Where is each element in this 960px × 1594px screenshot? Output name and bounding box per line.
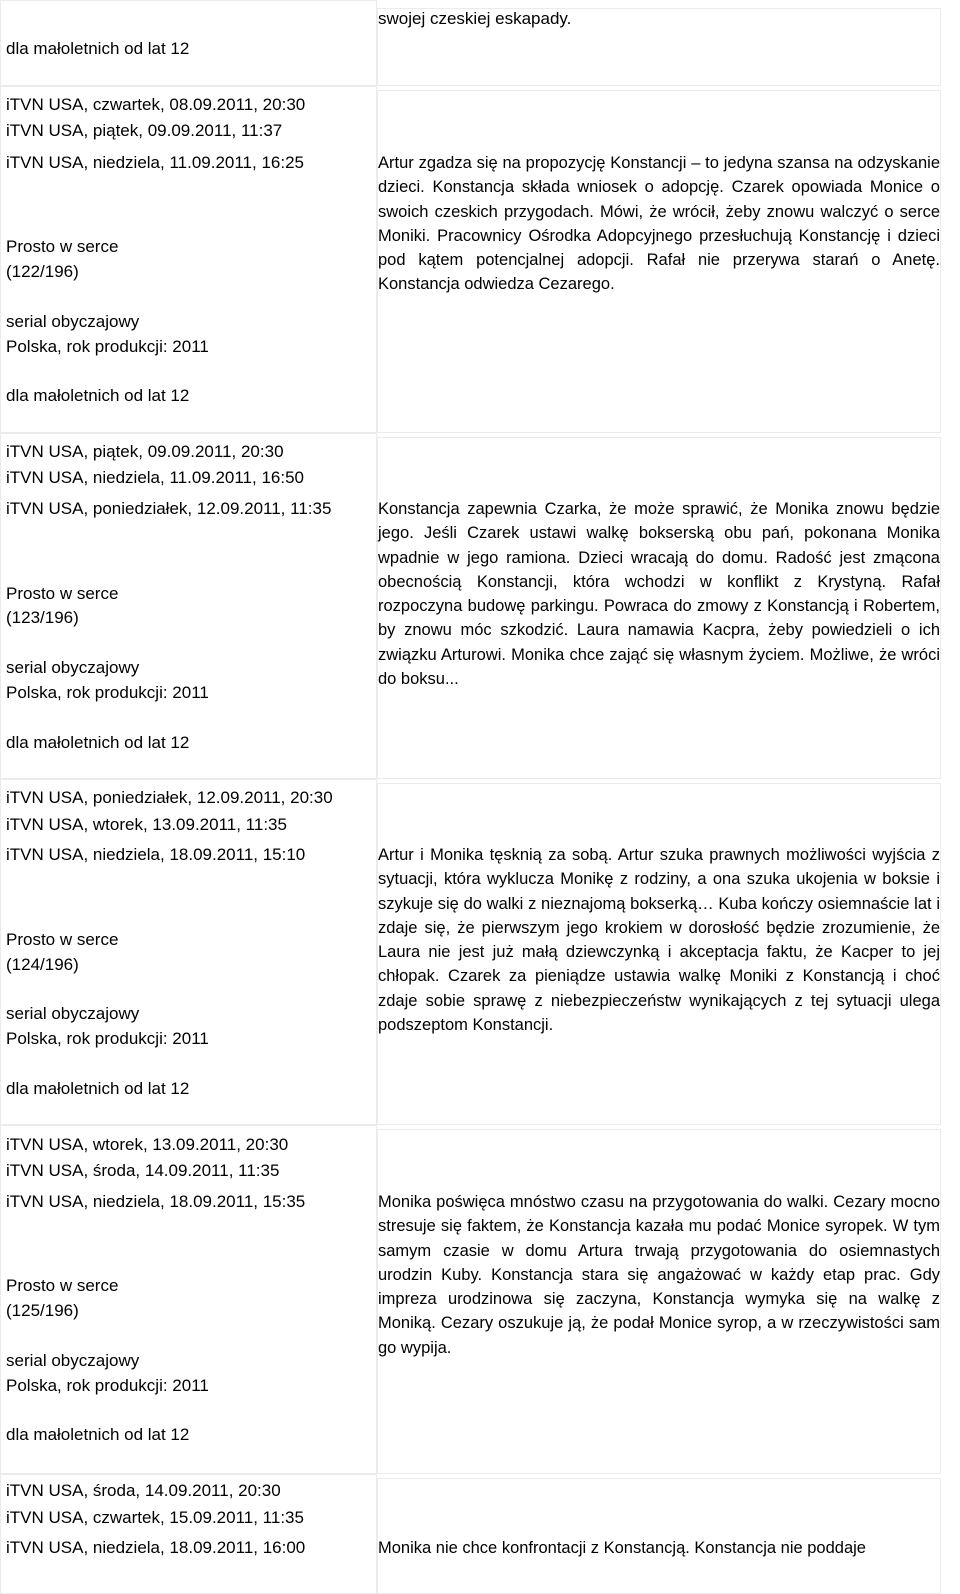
program-title: Prosto w serce	[6, 584, 119, 603]
airing-time: iTVN USA, niedziela, 18.09.2011, 15:35	[6, 1192, 306, 1211]
genre: serial obyczajowy	[6, 658, 140, 677]
age-rating: dla małoletnich od lat 12	[6, 733, 190, 752]
production-info: Polska, rok produkcji: 2011	[6, 1029, 209, 1048]
production-info: Polska, rok produkcji: 2011	[6, 337, 209, 356]
episode-number: (122/196)	[6, 262, 79, 281]
age-rating: dla małoletnich od lat 12	[6, 386, 190, 405]
airing-time: iTVN USA, czwartek, 15.09.2011, 11:35	[6, 1508, 304, 1527]
genre: serial obyczajowy	[6, 312, 140, 331]
airing-time: iTVN USA, poniedziałek, 12.09.2011, 11:35	[6, 499, 332, 518]
age-rating: dla małoletnich od lat 12	[6, 1425, 190, 1444]
airing-time: iTVN USA, niedziela, 18.09.2011, 15:10	[6, 845, 306, 864]
episode-number: (125/196)	[6, 1301, 79, 1320]
episode-description: Artur zgadza się na propozycję Konstancji – to jedyna szansa na odzyskanie dzieci. Konstancja składa wniosek o adopcję. Czarek opowiada Monice o swoich czeskich przygodach. Mówi, że wrócił, żeby znowu walczyć o serce Moniki. Pracownicy Ośrodka Adopcyjnego przesłuchują Konstancję i dzieci pod kątem potencjalnej adopcji. Rafał nie przerywa starań o Anetę. Konstancja odwiedza Cezarego.	[378, 154, 940, 294]
airing-time: iTVN USA, niedziela, 18.09.2011, 16:00	[6, 1538, 306, 1557]
episode-number: (124/196)	[6, 955, 79, 974]
airing-time: iTVN USA, wtorek, 13.09.2011, 11:35	[6, 815, 287, 834]
airing-time: iTVN USA, wtorek, 13.09.2011, 20:30	[6, 1135, 289, 1154]
age-rating: dla małoletnich od lat 12	[6, 39, 190, 58]
airing-time: iTVN USA, piątek, 09.09.2011, 20:30	[6, 442, 284, 461]
episode-description: Artur i Monika tęsknią za sobą. Artur szuka prawnych możliwości wyjścia z sytuacji, która wyklucza Monikę z rodziny, a ona szuka ukojenia w boksie i szykuje się do walki z nieznajomą bokserką… Kuba kończy osiemnaście lat i zdaje się, że pierwszym jego krokiem w dorosłość będzie zrozumienie, że Laura nie jest już małą dziewczynką i akceptacja faktu, że Kacper to jej chłopak. Czarek za pieniądze ustawia walkę Moniki z Konstancją i choć zdaje sobie sprawę z niebezpieczeństw wynikających z tej sytuacji ulega podszeptom Konstancji.	[378, 846, 940, 1035]
program-title: Prosto w serce	[6, 930, 119, 949]
airing-time: iTVN USA, niedziela, 11.09.2011, 16:25	[6, 153, 304, 172]
production-info: Polska, rok produkcji: 2011	[6, 683, 209, 702]
airing-time: iTVN USA, poniedziałek, 12.09.2011, 20:30	[6, 788, 333, 807]
program-title: Prosto w serce	[6, 1276, 119, 1295]
episode-description: Monika poświęca mnóstwo czasu na przygotowania do walki. Cezary mocno stresuje się faktem, że Konstancja kazała mu podać Monice syropek. W tym samym czasie w domu Artura trwają przygotowania do osiemnastych urodzin Kuby. Konstancja stara się angażować w każdy etap prac. Gdy impreza urodzinowa się zaczyna, Konstancja wymyka się na walkę z Moniką. Cezary oszukuje ją, że podał Monice syrop, a w rzeczywistości sam go wypija.	[378, 1193, 940, 1357]
airing-time: iTVN USA, piątek, 09.09.2011, 11:37	[6, 121, 283, 140]
airing-time: iTVN USA, środa, 14.09.2011, 20:30	[6, 1481, 281, 1500]
production-info: Polska, rok produkcji: 2011	[6, 1376, 209, 1395]
program-title: Prosto w serce	[6, 237, 119, 256]
airing-time: iTVN USA, czwartek, 08.09.2011, 20:30	[6, 95, 306, 114]
episode-description: Konstancja zapewnia Czarka, że może sprawić, że Monika znowu będzie jego. Jeśli Czarek ustawi walkę bokserską obu pań, pokonana Monika wpadnie w jego ramiona. Dzieci wracają do domu. Radość jest zmącona obecnością Konstancji, która wchodzi w konflikt z Krystyną. Rafał rozpoczyna budowę parkingu. Powraca do zmowy z Konstancją i Robertem, by znowu móc szkodzić. Laura namawia Kacpra, żeby powiedzieli o ich związku Arturowi. Monika chce zająć się własnym życiem. Możliwe, że wróci do boksu...	[378, 500, 940, 689]
episode-number: (123/196)	[6, 608, 79, 627]
genre: serial obyczajowy	[6, 1351, 140, 1370]
age-rating: dla małoletnich od lat 12	[6, 1079, 190, 1098]
airing-time: iTVN USA, niedziela, 11.09.2011, 16:50	[6, 468, 304, 487]
genre: serial obyczajowy	[6, 1004, 140, 1023]
airing-time: iTVN USA, środa, 14.09.2011, 11:35	[6, 1161, 280, 1180]
description-tail: swojej czeskiej eskapady.	[378, 9, 572, 28]
episode-description: Monika nie chce konfrontacji z Konstancją. Konstancja nie poddaje	[378, 1539, 866, 1557]
